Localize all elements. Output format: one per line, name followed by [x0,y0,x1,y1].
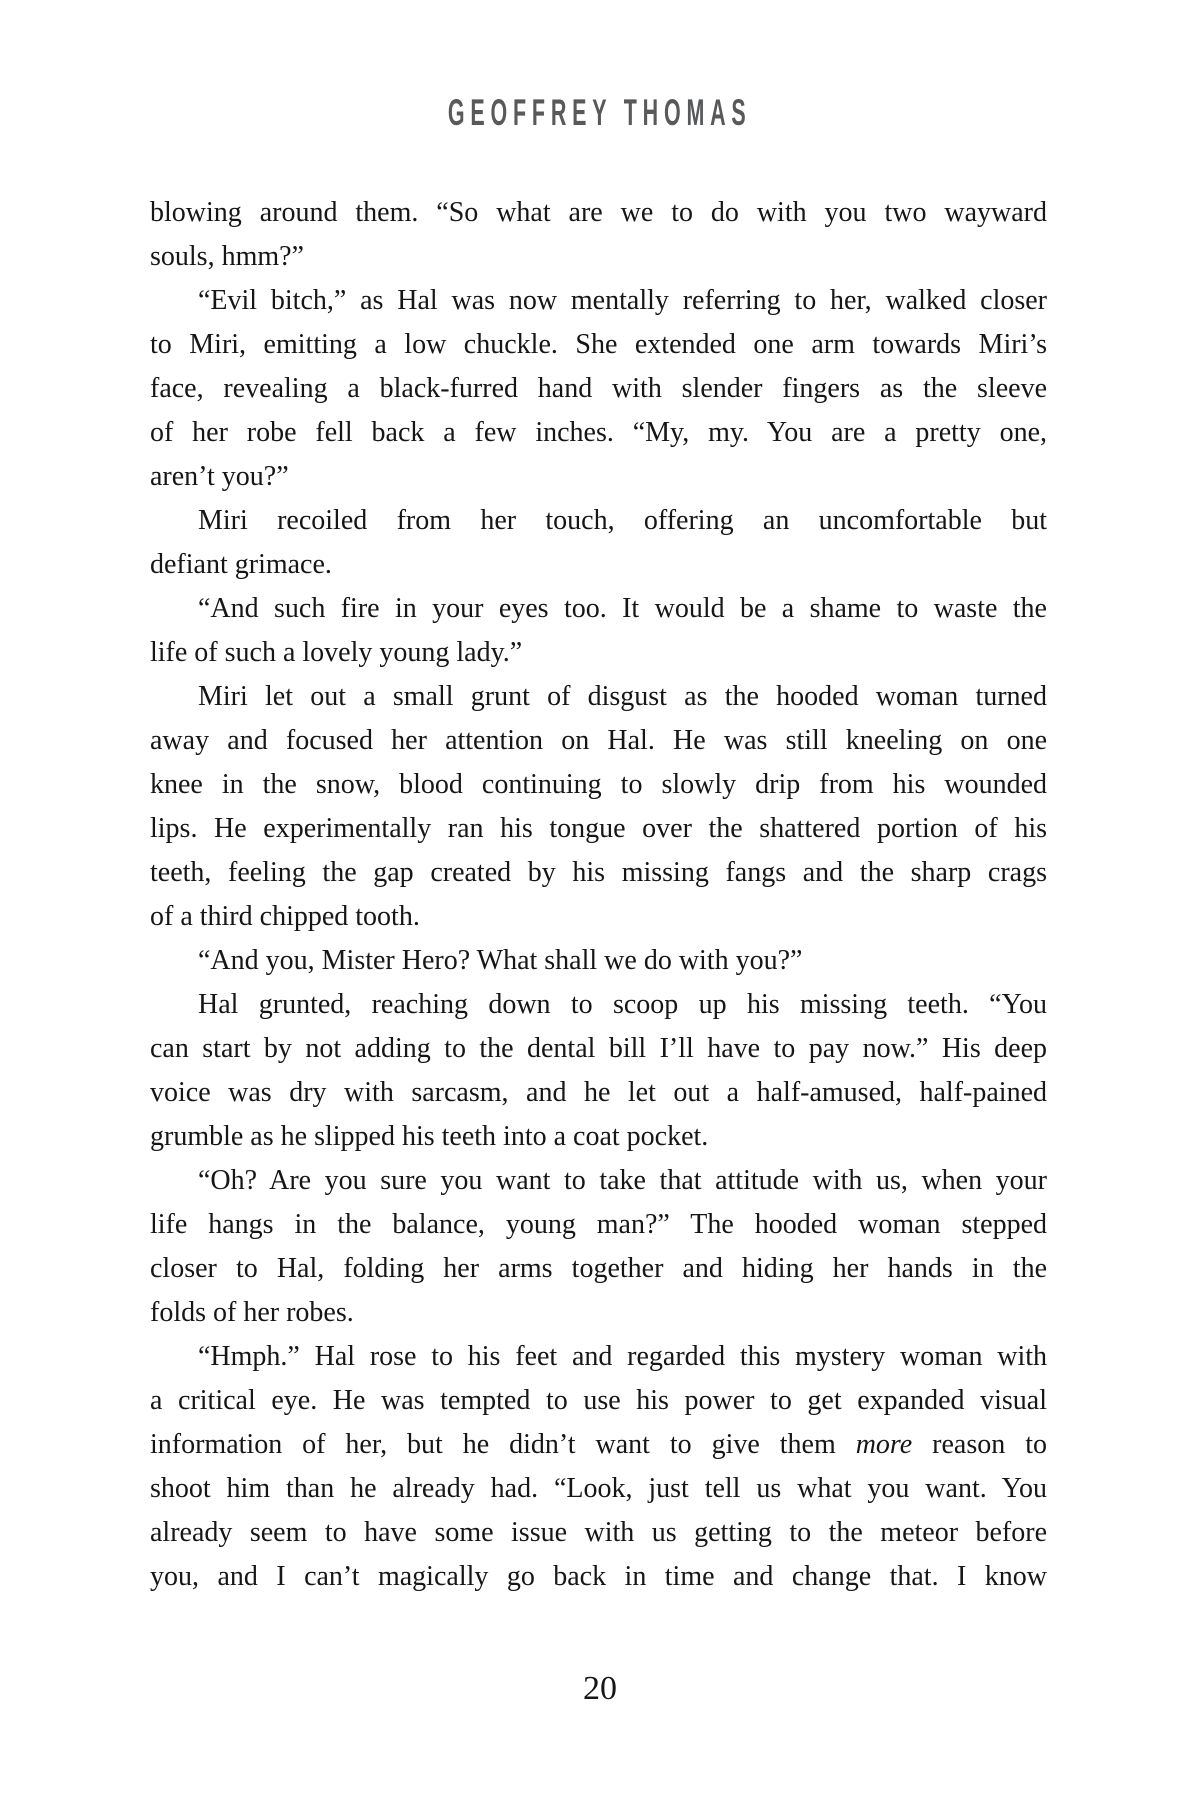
text-line: “And such fire in your eyes too. It would be a shame to waste the [198,593,1047,624]
text-line: blowing around them. “So what are we to do with you two wayward [150,197,1047,228]
text-line: “Oh? Are you sure you want to take that attitude with us, when your [198,1165,1047,1196]
text-line: folds of her robes. [150,1297,354,1328]
text-line: Miri let out a small grunt of disgust as the hooded woman turned [198,681,1047,712]
body-text [150,191,1047,1599]
running-header [0,92,1200,134]
text-line: “Evil bitch,” as Hal was now mentally referring to her, walked closer [198,285,1047,316]
text-line: closer to Hal, folding her arms together and hiding her hands in the [150,1253,1047,1284]
text-line: can start by not adding to the dental bill I’ll have to pay now.” His deep [150,1033,1047,1064]
text-line: teeth, feeling the gap created by his missing fangs and the sharp crags [150,857,1047,888]
text-line: away and focused her attention on Hal. He was still kneeling on one [150,725,1047,756]
text-line: face, revealing a black-furred hand with slender fingers as the sleeve [150,373,1047,404]
text-line: souls, hmm?” [150,241,304,272]
text-line: information of her, but he didn’t want to give them more reason to [150,1429,1047,1460]
text-line: knee in the snow, blood continuing to slowly drip from his wounded [150,769,1047,800]
text-line: of a third chipped tooth. [150,901,420,932]
page-number: 20 [583,1670,617,1707]
text-line: life hangs in the balance, young man?” The hooded woman stepped [150,1209,1047,1240]
text-line: life of such a lovely young lady.” [150,637,523,668]
text-line: Miri recoiled from her touch, offering an uncomfortable but [198,505,1047,536]
text-line: lips. He experimentally ran his tongue over the shattered portion of his [150,813,1047,844]
text-line: a critical eye. He was tempted to use his power to get expanded visual [150,1385,1047,1416]
text-line: aren’t you?” [150,461,289,492]
text-line: “And you, Mister Hero? What shall we do with you?” [198,945,803,976]
text-line: you, and I can’t magically go back in time and change that. I know [150,1561,1047,1592]
text-line: defiant grimace. [150,549,332,580]
text-line: Hal grunted, reaching down to scoop up his missing teeth. “You [198,989,1047,1020]
text-line: voice was dry with sarcasm, and he let out a half-amused, half-pained [150,1077,1047,1108]
text-line: to Miri, emitting a low chuckle. She extended one arm towards Miri’s [150,329,1047,360]
running-header-author: GEOFFREY THOMAS [448,92,752,133]
text-line: “Hmph.” Hal rose to his feet and regarded this mystery woman with [198,1341,1047,1372]
text-line: grumble as he slipped his teeth into a coat pocket. [150,1121,709,1152]
text-line: shoot him than he already had. “Look, just tell us what you want. You [150,1473,1047,1504]
text-line: already seem to have some issue with us getting to the meteor before [150,1517,1047,1548]
text-line: of her robe fell back a few inches. “My, my. You are a pretty one, [150,417,1047,448]
